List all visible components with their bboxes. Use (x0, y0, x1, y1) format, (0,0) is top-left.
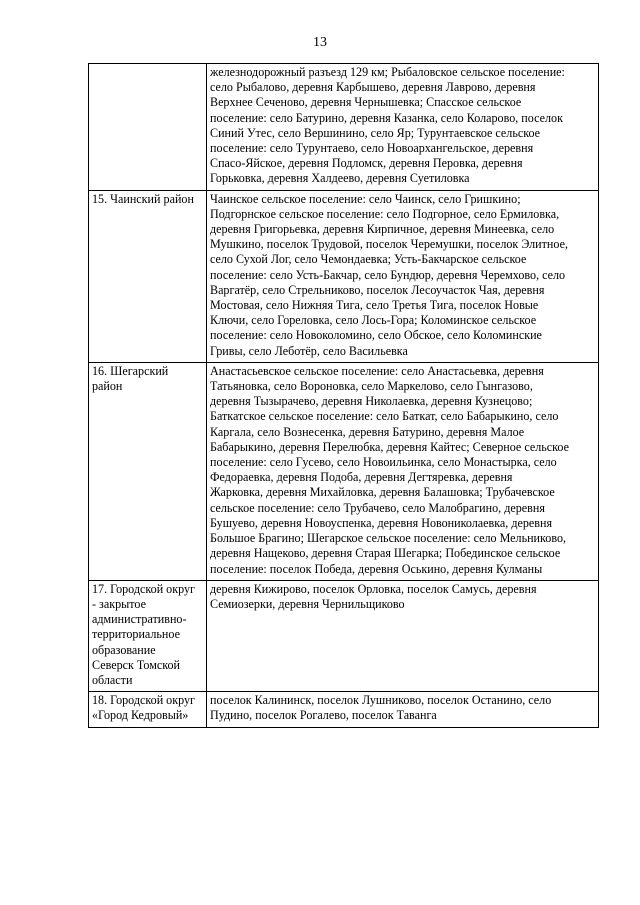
district-cell: 17. Городской округ - закрытое административно- территориальное образование Северск Томской области (89, 580, 207, 691)
table-row (89, 692, 599, 727)
table-row (89, 190, 599, 362)
settlements-cell: Чаинское сельское поселение: село Чаинск, село Гришкино; Подгорнское сельское поселение: село Подгорное, село Ермиловка, деревня Григорьевка, деревня Кирпичное, деревня Минеевка, село Мушкино, поселок Трудовой, поселок Черемушки, поселок Элитное, село Сухой Лог, село Чемондаевка; Усть-Бакчарское сельское поселение: село Усть-Бакчар, село Бундюр, деревня Черемхово, село Варгатёр, село Стрельниково, поселок Лесоучасток Чая, деревня Мостовая, село Нижняя Тига, село Третья Тига, поселок Новые Ключи, село Гореловка, село Лось-Гора; Коломинское сельское поселение: село Новоколомино, село Обское, село Коломинские Гривы, село Леботёр, село Васильевка (207, 190, 599, 362)
table-row (89, 580, 599, 691)
table-row (89, 64, 599, 191)
settlements-cell: Анастасьевское сельское поселение: село Анастасьевка, деревня Татьяновка, село Вороновка, село Маркелово, село Гынгазово, деревня Тызырачево, деревня Николаевка, деревня Кузнецово; Баткатское сельское поселение: село Баткат, село Бабарыкино, село Каргала, село Вознесенка, деревня Батурино, деревня Малое Бабарыкино, деревня Перелюбка, деревня Кайтес; Северное сельское поселение: село Гусево, село Новоильинка, село Монастырка, село Федораевка, деревня Подоба, деревня Дегтяревка, деревня Жарковка, деревня Михайловка, деревня Балашовка; Трубачевское сельское поселение: село Трубачево, село Малобрагино, деревня Бушуево, деревня Новоуспенка, деревня Новониколаевка, деревня Большое Брагино; Шегарское сельское поселение: село Мельниково, деревня Нащеково, деревня Старая Шегарка; Побединское сельское поселение: поселок Победа, деревня Оськино, деревня Кулманы (207, 362, 599, 580)
district-cell: 18. Городской округ «Город Кедровый» (89, 692, 207, 727)
district-cell (89, 64, 207, 191)
district-cell: 15. Чаинский район (89, 190, 207, 362)
page-number: 13 (313, 35, 327, 50)
settlements-cell: поселок Калининск, поселок Лушниково, поселок Останино, село Пудино, поселок Рогалево, поселок Таванга (207, 692, 599, 727)
settlements-cell: железнодорожный разъезд 129 км; Рыбаловское сельское поселение: село Рыбалово, деревня Карбышево, деревня Лаврово, деревня Верхнее Сеченово, деревня Чернышевка; Спасское сельское поселение: село Батурино, деревня Казанка, село Коларово, поселок Синий Утес, село Вершинино, село Яр; Турунтаевское сельское поселение: село Турунтаево, село Новоархангельское, деревня Спасо-Яйское, деревня Подломск, деревня Перовка, деревня Горьковка, деревня Халдеево, деревня Суетиловка (207, 64, 599, 191)
settlements-cell: деревня Кижирово, поселок Орловка, поселок Самусь, деревня Семиозерки, деревня Чернильщиково (207, 580, 599, 691)
district-cell: 16. Шегарский район (89, 362, 207, 580)
table-row (89, 362, 599, 580)
settlements-table (88, 63, 599, 728)
